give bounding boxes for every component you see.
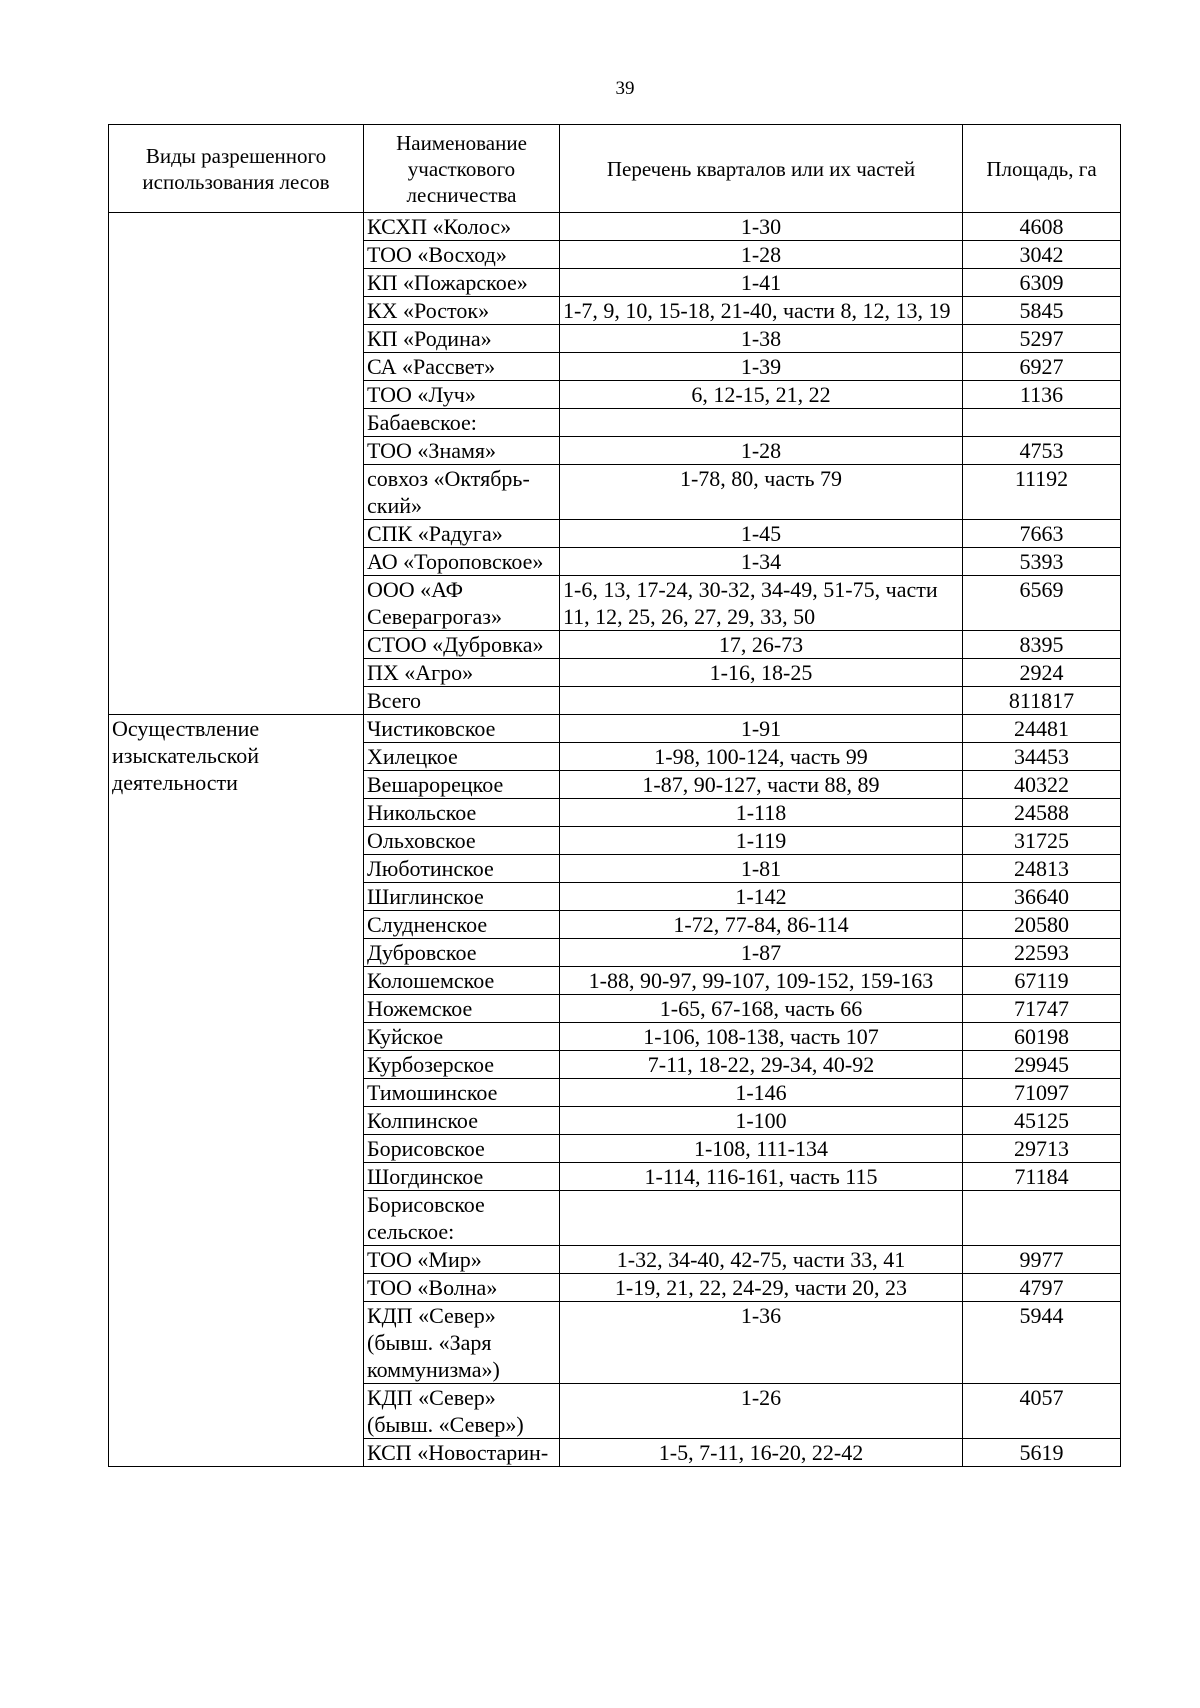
quarters-cell: 1-87, 90-127, части 88, 89: [560, 771, 963, 799]
forestry-name-cell: КДП «Север» (бывш. «Заря коммунизма»): [364, 1302, 560, 1384]
area-cell: 67119: [963, 967, 1121, 995]
quarters-cell: 1-100: [560, 1107, 963, 1135]
quarters-cell: 1-7, 9, 10, 15-18, 21-40, части 8, 12, 13, 19: [560, 297, 963, 325]
area-cell: 24813: [963, 855, 1121, 883]
quarters-cell: 1-41: [560, 269, 963, 297]
use-type-cell: Осуществление изыскательской деятельности: [109, 715, 364, 1467]
quarters-cell: 1-114, 116-161, часть 115: [560, 1163, 963, 1191]
area-cell: 40322: [963, 771, 1121, 799]
forestry-name-cell: АО «Тороповское»: [364, 548, 560, 576]
forestry-name-cell: ТОО «Мир»: [364, 1246, 560, 1274]
quarters-cell: 1-88, 90-97, 99-107, 109-152, 159-163: [560, 967, 963, 995]
quarters-cell: 1-146: [560, 1079, 963, 1107]
forestry-name-cell: Никольское: [364, 799, 560, 827]
use-type-cell: [109, 213, 364, 715]
area-cell: 4753: [963, 437, 1121, 465]
forestry-name-cell: КДП «Север» (бывш. «Север»): [364, 1384, 560, 1439]
quarters-cell: 1-72, 77-84, 86-114: [560, 911, 963, 939]
area-cell: 5944: [963, 1302, 1121, 1384]
quarters-cell: 1-19, 21, 22, 24-29, части 20, 23: [560, 1274, 963, 1302]
forestry-name-cell: ТОО «Луч»: [364, 381, 560, 409]
quarters-cell: 1-81: [560, 855, 963, 883]
header-area: Площадь, га: [963, 125, 1121, 213]
area-cell: 36640: [963, 883, 1121, 911]
forestry-name-cell: ТОО «Восход»: [364, 241, 560, 269]
forestry-name-cell: КП «Пожарское»: [364, 269, 560, 297]
forestry-name-cell: Всего: [364, 687, 560, 715]
forestry-name-cell: СТОО «Дубровка»: [364, 631, 560, 659]
quarters-cell: 1-45: [560, 520, 963, 548]
area-cell: 811817: [963, 687, 1121, 715]
area-cell: 4797: [963, 1274, 1121, 1302]
forestry-name-cell: Шогдинское: [364, 1163, 560, 1191]
header-quarters: Перечень кварталов или их частей: [560, 125, 963, 213]
area-cell: 24588: [963, 799, 1121, 827]
quarters-cell: 1-78, 80, часть 79: [560, 465, 963, 520]
forestry-name-cell: Борисовское сельское:: [364, 1191, 560, 1246]
header-forestry-name: Наименование участкового лесничества: [364, 125, 560, 213]
quarters-cell: 7-11, 18-22, 29-34, 40-92: [560, 1051, 963, 1079]
area-cell: 8395: [963, 631, 1121, 659]
quarters-cell: 1-142: [560, 883, 963, 911]
header-use-type: Виды разрешенного использования лесов: [109, 125, 364, 213]
quarters-cell: 1-106, 108-138, часть 107: [560, 1023, 963, 1051]
quarters-cell: 1-28: [560, 437, 963, 465]
area-cell: 7663: [963, 520, 1121, 548]
area-cell: 20580: [963, 911, 1121, 939]
area-cell: 5393: [963, 548, 1121, 576]
quarters-cell: 6, 12-15, 21, 22: [560, 381, 963, 409]
quarters-cell: 1-28: [560, 241, 963, 269]
area-cell: 4057: [963, 1384, 1121, 1439]
forestry-name-cell: Чистиковское: [364, 715, 560, 743]
quarters-cell: 1-5, 7-11, 16-20, 22-42: [560, 1439, 963, 1467]
forestry-name-cell: Тимошинское: [364, 1079, 560, 1107]
area-cell: [963, 409, 1121, 437]
area-cell: 4608: [963, 213, 1121, 241]
forestry-name-cell: СА «Рассвет»: [364, 353, 560, 381]
forestry-name-cell: ПХ «Агро»: [364, 659, 560, 687]
area-cell: [963, 1191, 1121, 1246]
area-cell: 3042: [963, 241, 1121, 269]
quarters-cell: 1-98, 100-124, часть 99: [560, 743, 963, 771]
forest-use-table: [108, 124, 1121, 1467]
quarters-cell: 1-91: [560, 715, 963, 743]
area-cell: 11192: [963, 465, 1121, 520]
quarters-cell: [560, 1191, 963, 1246]
area-cell: 5297: [963, 325, 1121, 353]
forestry-name-cell: Шиглинское: [364, 883, 560, 911]
area-cell: 29713: [963, 1135, 1121, 1163]
page-number: 39: [615, 78, 635, 99]
quarters-cell: 1-108, 111-134: [560, 1135, 963, 1163]
forestry-name-cell: ТОО «Волна»: [364, 1274, 560, 1302]
quarters-cell: 1-65, 67-168, часть 66: [560, 995, 963, 1023]
quarters-cell: 1-26: [560, 1384, 963, 1439]
area-cell: 1136: [963, 381, 1121, 409]
area-cell: 5845: [963, 297, 1121, 325]
area-cell: 71747: [963, 995, 1121, 1023]
forestry-name-cell: Вешарорецкое: [364, 771, 560, 799]
area-cell: 5619: [963, 1439, 1121, 1467]
quarters-cell: 1-36: [560, 1302, 963, 1384]
forestry-name-cell: Ольховское: [364, 827, 560, 855]
quarters-cell: 1-118: [560, 799, 963, 827]
area-cell: 6569: [963, 576, 1121, 631]
area-cell: 29945: [963, 1051, 1121, 1079]
quarters-cell: 1-34: [560, 548, 963, 576]
forestry-name-cell: ООО «АФ Северагрогаз»: [364, 576, 560, 631]
area-cell: 31725: [963, 827, 1121, 855]
quarters-cell: [560, 687, 963, 715]
area-cell: 71097: [963, 1079, 1121, 1107]
area-cell: 60198: [963, 1023, 1121, 1051]
area-cell: 22593: [963, 939, 1121, 967]
area-cell: 71184: [963, 1163, 1121, 1191]
forestry-name-cell: КСП «Новостарин-: [364, 1439, 560, 1467]
quarters-cell: 1-32, 34-40, 42-75, части 33, 41: [560, 1246, 963, 1274]
quarters-cell: 1-119: [560, 827, 963, 855]
forestry-name-cell: Слудненское: [364, 911, 560, 939]
forestry-name-cell: Курбозерское: [364, 1051, 560, 1079]
area-cell: 34453: [963, 743, 1121, 771]
quarters-cell: [560, 409, 963, 437]
table-header-row: [109, 125, 1121, 213]
area-cell: 45125: [963, 1107, 1121, 1135]
table-row: [109, 715, 1121, 743]
forestry-name-cell: СПК «Радуга»: [364, 520, 560, 548]
quarters-cell: 1-39: [560, 353, 963, 381]
quarters-cell: 1-30: [560, 213, 963, 241]
area-cell: 6309: [963, 269, 1121, 297]
table-row: [109, 213, 1121, 241]
quarters-cell: 1-38: [560, 325, 963, 353]
area-cell: 24481: [963, 715, 1121, 743]
forestry-name-cell: Колошемское: [364, 967, 560, 995]
forestry-name-cell: Куйское: [364, 1023, 560, 1051]
quarters-cell: 1-6, 13, 17-24, 30-32, 34-49, 51-75, части 11, 12, 25, 26, 27, 29, 33, 50: [560, 576, 963, 631]
quarters-cell: 1-16, 18-25: [560, 659, 963, 687]
table-body: [109, 213, 1121, 1467]
forestry-name-cell: Дубровское: [364, 939, 560, 967]
forestry-name-cell: совхоз «Октябрь-ский»: [364, 465, 560, 520]
forestry-name-cell: Ножемское: [364, 995, 560, 1023]
quarters-cell: 1-87: [560, 939, 963, 967]
quarters-cell: 17, 26-73: [560, 631, 963, 659]
forestry-name-cell: Хилецкое: [364, 743, 560, 771]
forestry-name-cell: Борисовское: [364, 1135, 560, 1163]
forestry-name-cell: Бабаевское:: [364, 409, 560, 437]
area-cell: 2924: [963, 659, 1121, 687]
area-cell: 6927: [963, 353, 1121, 381]
forestry-name-cell: Колпинское: [364, 1107, 560, 1135]
forestry-name-cell: КСХП «Колос»: [364, 213, 560, 241]
area-cell: 9977: [963, 1246, 1121, 1274]
forestry-name-cell: КХ «Росток»: [364, 297, 560, 325]
forestry-name-cell: КП «Родина»: [364, 325, 560, 353]
forestry-name-cell: ТОО «Знамя»: [364, 437, 560, 465]
forestry-name-cell: Люботинское: [364, 855, 560, 883]
